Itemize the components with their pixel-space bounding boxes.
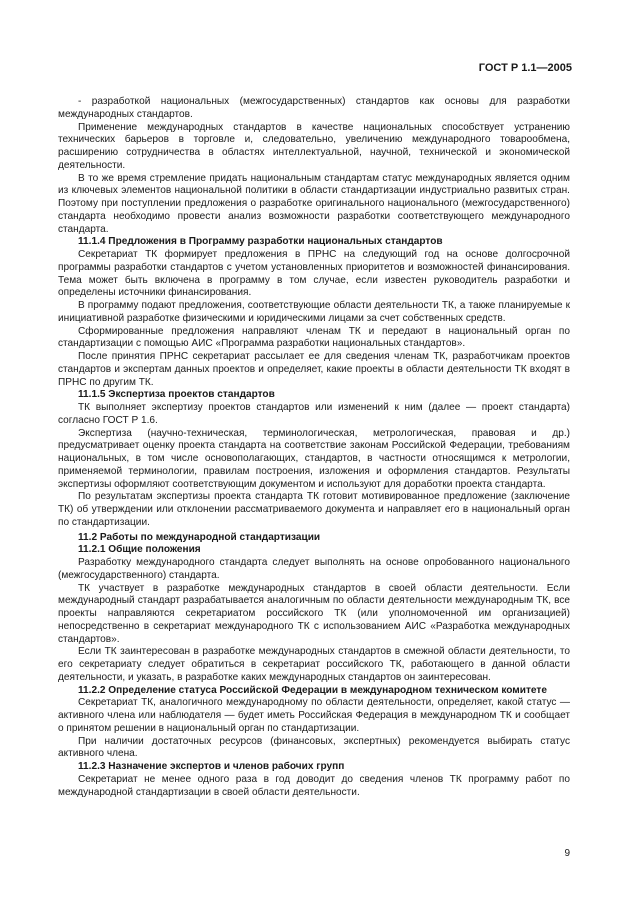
document-header: ГОСТ Р 1.1—2005 [478,62,572,74]
section-heading: 11.1.5 Экспертиза проектов стандартов [78,389,275,401]
paragraph: ТК выполняет экспертизу проектов стандартов или изменений к ним (далее — проект стандарта) согласно ГОСТ Р 1.6. [58,402,570,426]
paragraph: ТК участвует в разработке международных стандартов в своей области деятельности. Если международный стандарт разрабатывается аналогичным по области деятельности международным ТК, все проекты направляются секретариатом российского ТК (или уполномоченной им организацией) непосредственно в секретариат международного ТК с использованием АИС «Разработка международных стандартов». [58,582,570,645]
paragraph: Экспертиза (научно-техническая, терминологическая, метрологическая, правовая и др.) предусматривает оценку проекта стандарта на соответствие законам Российской Федерации, требованиям национальных, в том числе основополагающих, стандартов, в частности относящимся к метрологии, применяемой терминологии, правилам построения, изложения и оформления стандартов. Результаты экспертизы оформляют соответствующим документом и используют для доработки проекта стандарта. [58,427,570,490]
section-heading: 11.2.3 Назначение экспертов и членов рабочих групп [78,761,345,772]
section-heading: 11.2 Работы по международной стандартизации [78,531,321,543]
paragraph: В то же время стремление придать национальным стандартам статус международных является одним из ключевых элементов национальной политики в области стандартизации индустриально развитых стран. Поэтому при поступлении предложения о разработке оригинального национального (межгосударственного) стандарта необходимо провести анализ возможности разработки соответствующего международного стандарта. [58,172,570,235]
paragraph: В программу подают предложения, соответствующие области деятельности ТК, а также планируемые к инициативной разработке физическими и юридическими лицами за счет собственных средств. [58,300,570,324]
document-body [58,96,570,799]
section-heading: 11.2.2 Определение статуса Российской Федерации в международном техническом комитете [78,684,547,696]
section-heading: 11.2.1 Общие положения [78,544,201,556]
paragraph: После принятия ПРНС секретариат рассылает ее для сведения членам ТК, разработчикам проектов стандартов и экспертам данных проектов и определяет, какие проекты в области деятельности ТК входят в ПРНС по другим ТК. [58,351,570,388]
section-heading: 11.1.4 Предложения в Программу разработки национальных стандартов [78,236,443,248]
paragraph: - разработкой национальных (межгосударственных) стандартов как основы для разработки международных стандартов. [58,96,570,120]
paragraph: Сформированные предложения направляют членам ТК и передают в национальный орган по стандартизации с помощью АИС «Программа разработки национальных стандартов». [58,325,570,350]
paragraph: При наличии достаточных ресурсов (финансовых, экспертных) рекомендуется выбирать статус активного члена. [58,735,570,760]
paragraph: Секретариат ТК формирует предложения в ПРНС на следующий год на основе долгосрочной программы разработки стандартов с учетом установленных приоритетов и возможностей финансирования. Тема может быть включена в программу в том случае, если известен руководитель разработки и определены источники финансирования. [58,249,570,299]
paragraph: Если ТК заинтересован в разработке международных стандартов в смежной области деятельности, то его секретариату следует обратиться в секретариат российского ТК, работающего в данной области деятельности, и указать, в разработке каких международных стандартов он заинтересован. [58,646,570,683]
paragraph: Секретариат ТК, аналогичного международному по области деятельности, определяет, какой статус — активного члена или наблюдателя — будет иметь Российская Федерация в международном ТК и сообщает о принятом решении в национальный орган по стандартизации. [58,697,570,734]
paragraph: Применение международных стандартов в качестве национальных способствует устранению технических барьеров в торговле и, следовательно, увеличению международного товарообмена, расширению сотрудничества в областях интеллектуальной, научной, технической и экономической деятельности. [58,121,570,171]
paragraph: Секретариат не менее одного раза в год доводит до сведения членов ТК программу работ по международной стандартизации в своей области деятельности. [58,773,570,798]
paragraph: По результатам экспертизы проекта стандарта ТК готовит мотивированное предложение (заключение ТК) об утверждении или отклонении рассматриваемого документа и направляет его в национальный орган по стандартизации. [58,491,570,528]
paragraph: Разработку международного стандарта следует выполнять на основе опробованного национального (межгосударственного) стандарта. [58,557,570,581]
page-number: 9 [564,848,570,859]
